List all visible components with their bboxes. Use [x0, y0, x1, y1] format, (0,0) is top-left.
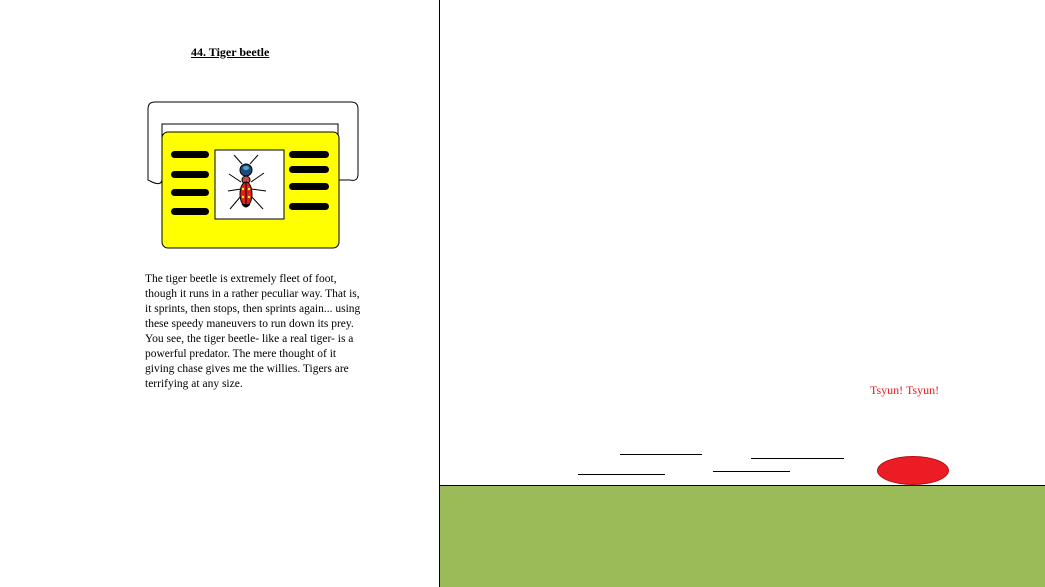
- game-scene[interactable]: [440, 0, 1045, 587]
- tiger-beetle-sprite[interactable]: [877, 456, 949, 485]
- insect-card: [140, 96, 365, 254]
- speed-line: [578, 474, 665, 475]
- entry-description: The tiger beetle is extremely fleet of foot, though it runs in a rather peculiar way. That is, it sprints, then stops, then sprints again... using these speedy maneuvers to run down its prey. You see, the tiger beetle- like a real tiger- is a powerful predator. The mere thought of it giving chase gives me the willies. Tigers are terrifying at any size.: [145, 273, 361, 390]
- speed-line: [751, 458, 844, 459]
- encyclopedia-page: [0, 0, 439, 587]
- speed-line: [620, 454, 702, 455]
- entry-title: 44. Tiger beetle: [191, 45, 270, 59]
- ground: [440, 485, 1045, 587]
- sound-effect-text: Tsyun! Tsyun!: [870, 383, 940, 397]
- speed-line: [713, 471, 790, 472]
